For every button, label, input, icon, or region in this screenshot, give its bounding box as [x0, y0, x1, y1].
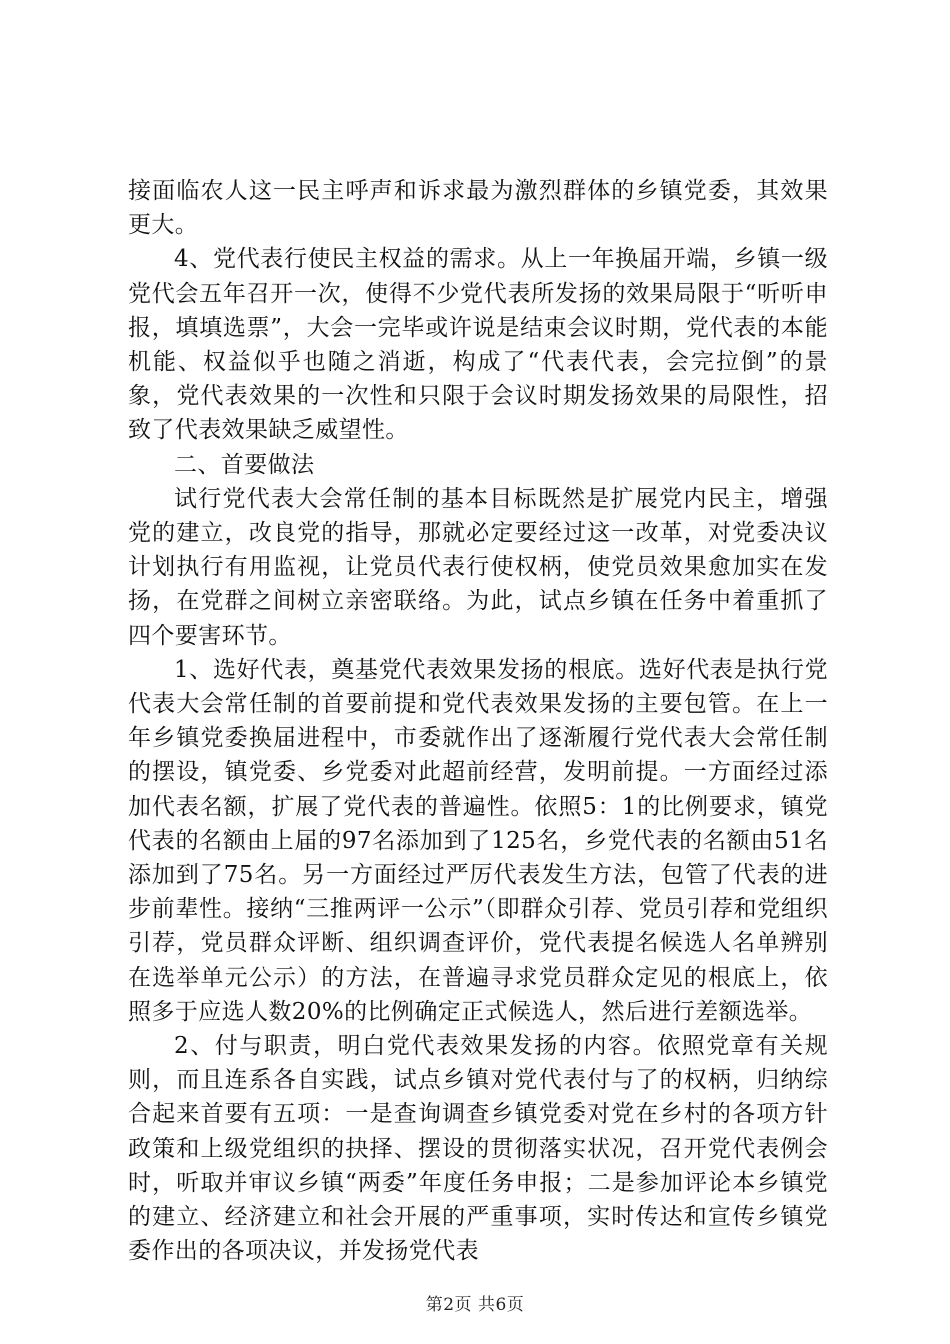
paragraph-3: 试行党代表大会常任制的基本目标既然是扩展党内民主，增强党的建立，改良党的指导，那就必定要经过这一改革，对党委决议计划执行有用监视，让党员代表行使权柄，使党员效果愈加实在发扬，在党群之间树立亲密联络。为此，试点乡镇在任务中着重抓了四个要害环节。 [128, 485, 828, 649]
paragraph-4: 1、选好代表，奠基党代表效果发扬的根底。选好代表是执行党代表大会常任制的首要前提和党代表效果发扬的主要包管。在上一年乡镇党委换届进程中，市委就作出了逐渐履行党代表大会常任制的摆设，镇党委、乡党委对此超前经营，发明前提。一方面经过添加代表名额，扩展了党代表的普遍性。依照5：1的比例要求，镇党代表的名额由上届的97名添加到了125名，乡党代表的名额由51名添加到了75名。另一方面经过严厉代表发生方法，包管了代表的进步前辈性。接纳“三推两评一公示”（即群众引荐、党员引荐和党组织引荐，党员群众评断、组织调查评价，党代表提名候选人名单辨别在选举单元公示）的方法，在普遍寻求党员群众定见的根底上，依照多于应选人数20%的比例确定正式候选人，然后进行差额选举。 [128, 656, 828, 1025]
paragraph-5: 2、付与职责，明白党代表效果发扬的内容。依照党章有关规则，而且连系各自实践，试点乡镇对党代表付与了的权柄，归纳综合起来首要有五项：一是查询调查乡镇党委对党在乡村的各项方针政策和上级党组织的抉择、摆设的贯彻落实状况，召开党代表例会时，听取并审议乡镇“两委”年度任务申报；二是参加评论本乡镇党的建立、经济建立和社会开展的严重事项，实时传达和宣传乡镇党委作出的各项决议，并发扬党代表 [128, 1033, 828, 1265]
paragraph-2: 4、党代表行使民主权益的需求。从上一年换届开端，乡镇一级党代会五年召开一次，使得不少党代表所发扬的效果局限于“听听申报，填填选票”，大会一完毕或许说是结束会议时期，党代表的本能机能、权益似乎也随之消逝，构成了“代表代表，会完拉倒”的景象，党代表效果的一次性和只限于会议时期发扬效果的局限性，招致了代表效果缺乏威望性。 [128, 246, 828, 444]
page-footer: 第2页 共6页 [425, 1295, 525, 1315]
document-body [128, 174, 828, 1269]
section-heading: 二、首要做法 [174, 451, 315, 478]
paragraph-1: 接面临农人这一民主呼声和诉求最为激烈群体的乡镇党委，其效果更大。 [128, 178, 828, 239]
